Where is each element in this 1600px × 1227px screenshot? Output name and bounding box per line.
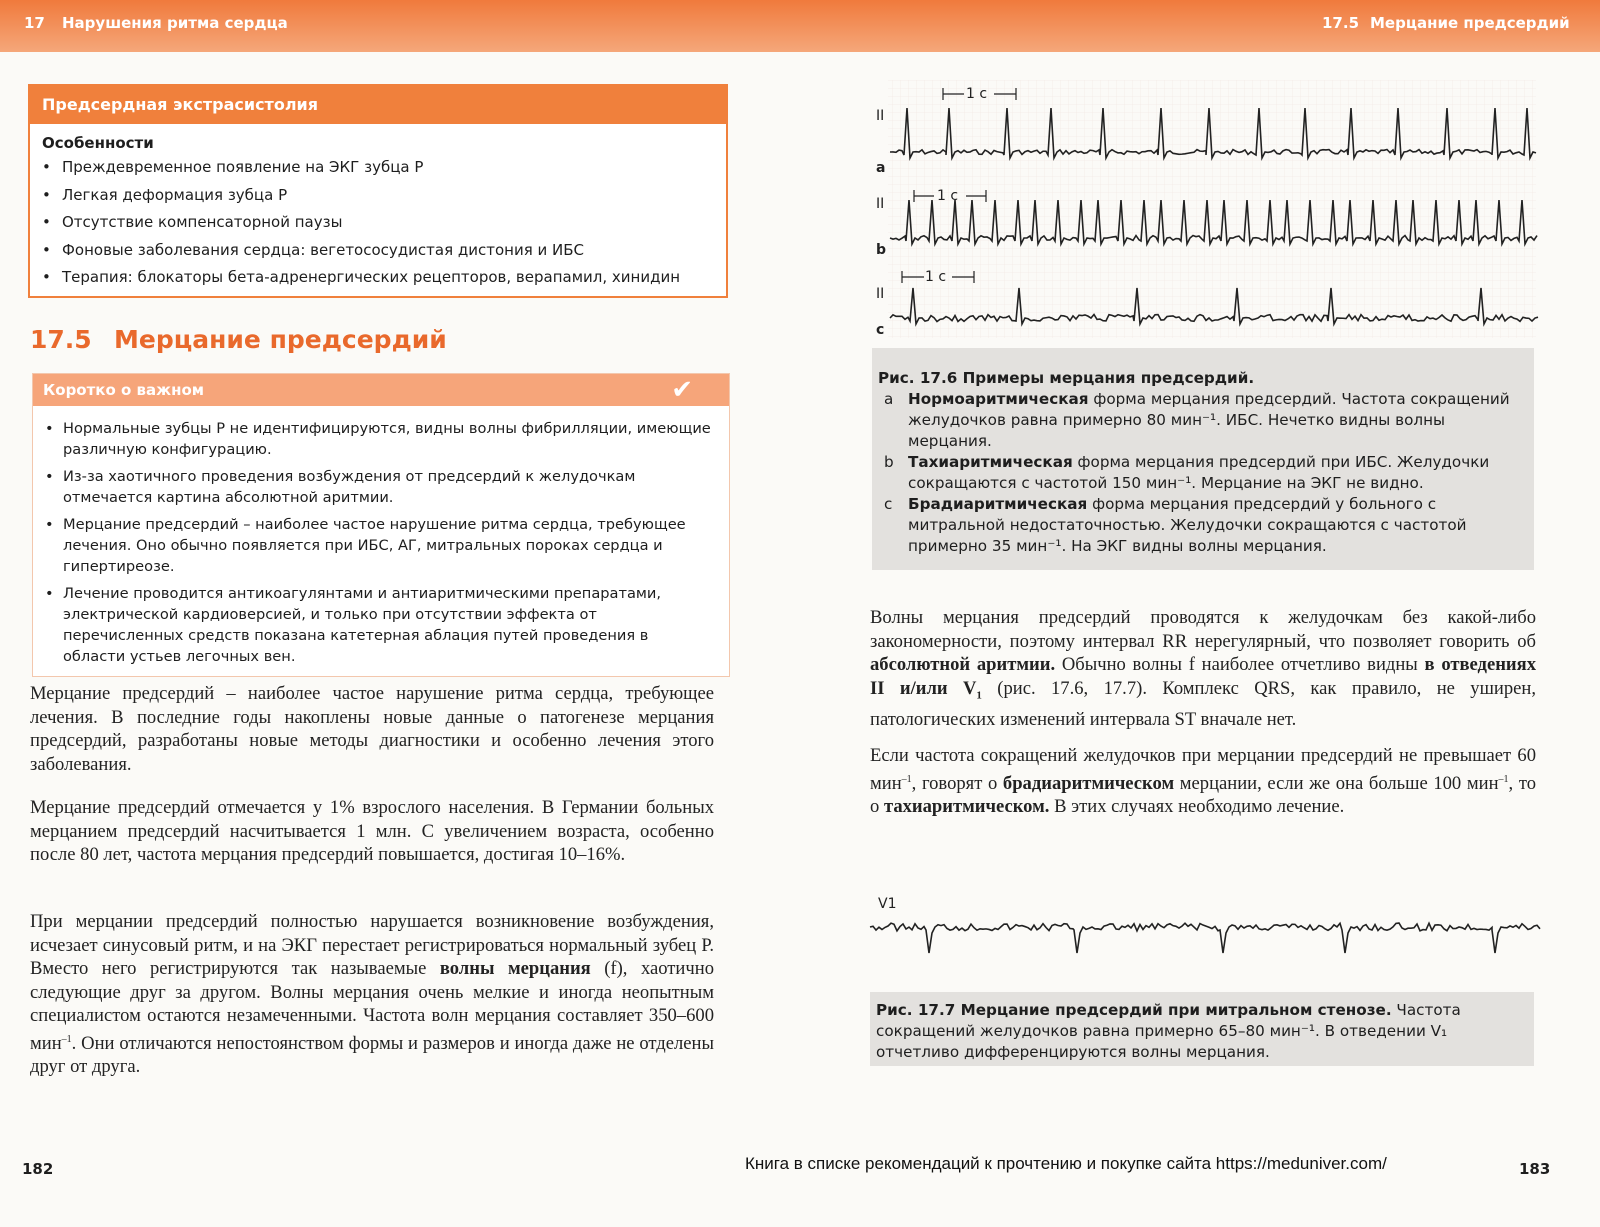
key-points-box [32,373,730,677]
section-title: Мерцание предсердий [114,325,447,354]
list-item: • Преждевременное появление на ЭКГ зубца Р [42,154,726,182]
key-points-list [43,418,715,667]
figure-caption-17-6 [872,348,1534,570]
box-title: Предсердная экстрасистолия [30,86,726,124]
section-number: 17.5 [30,325,92,354]
list-item: • Из-за хаотичного проведения возбуждения от предсердий к желудочкам отмечается картина абсолютной аритмии. [43,466,715,508]
list-item: • Мерцание предсердий – наиболее частое нарушение ритма сердца, требующее лечения. Оно обычно появляется при ИБС, АГ, митральных пороках сердца и гипертиреозе. [43,514,715,577]
caption-title: Рис. 17.7 Мерцание предсердий при митральном стенозе. [876,1001,1392,1019]
section-title-header: Мерцание предсердий [1370,14,1570,32]
box-subtitle: Особенности [42,134,154,152]
paragraph: Волны мерцания предсердий проводятся к желудочкам без какой-либо закономерности, поэтому интервал RR нерегулярный, что позволяет говорить об абсолютной аритмии. Обычно волны f наиболее отчетливо видны в отведениях II и/или $V_1$ (рис. 17.6, 17.7). Комплекс QRS, как правило, не уширен, патологических изменений интервала ST вначале нет. [870,607,1536,730]
ecg-grid [888,80,1536,338]
checkmark-icon: ✔ [671,375,693,405]
scale-label-a: 1 с [966,86,988,102]
ecg-figure-17-7 [868,905,1548,965]
caption-row: b Тахиаритмическая форма мерцания предсердий при ИБС. Желудочки сокращаются с частотой 150 мин⁻¹. Мерцание на ЭКГ не видно. [884,453,1490,492]
panel-label-c: c [876,322,885,338]
caption-row: c Брадиаритмическая форма мерцания предсердий у больного с митральной недостаточностью. Желудочки сокращаются с частотой примерно 35 мин⁻¹. На ЭКГ видны волны мерцания. [884,495,1467,555]
footer-note: Книга в списке рекомендаций к прочтению и покупке сайта https://meduniver.com/ [745,1154,1387,1173]
lead-label-b: II [876,196,885,212]
scale-label-b: 1 с [937,188,959,204]
ecg-trace-v1 [870,923,1540,953]
key-points-title: Коротко о важном [43,381,205,399]
paragraph: Мерцание предсердий – наиболее частое нарушение ритма сердца, требующее лечения. В последние годы накоплены новые данные о патогенезе мерцания предсердий, разработаны новые методы диагностики и особенно лечения этого заболевания. [30,683,714,775]
box-list [30,154,726,292]
page-number-left: 182 [22,1160,54,1178]
list-item: • Терапия: блокаторы бета-адренергических рецепторов, верапамил, хинидин [42,264,726,292]
extrasystole-box [28,84,728,298]
lead-label-v1: V1 [878,896,897,912]
list-item: • Лечение проводится антикоагулянтами и антиаритмическими препаратами, электрической кардиоверсией, и только при отсутствии эффекта от перечисленных средств показана катетерная аблация путей проведения в области устьев легочных вен. [43,583,715,667]
caption-title: Рис. 17.6 Примеры мерцания предсердий. [878,369,1255,387]
lead-label-a: II [876,108,885,124]
figure-caption-17-7: Рис. 17.7 Мерцание предсердий при митральном стенозе. Частота сокращений желудочков равна примерно 65–80 мин⁻¹. В отведении V₁ отчетливо дифференцируются волны мерцания. [870,992,1534,1066]
chapter-number: 17 [24,14,45,32]
scale-label-c: 1 с [925,269,947,285]
paragraph: Мерцание предсердий отмечается у 1% взрослого населения. В Германии больных мерцанием предсердий насчитывается 1 млн. С увеличением возраста, особенно после 80 лет, частота мерцания предсердий повышается, достигая 10–16%. [30,797,714,865]
ecg-figure-17-6 [868,80,1548,342]
chapter-title: Нарушения ритма сердца [62,14,288,32]
list-item: • Отсутствие компенсаторной паузы [42,209,726,237]
list-item: • Фоновые заболевания сердца: вегетососудистая дистония и ИБС [42,237,726,265]
panel-label-b: b [876,242,887,258]
paragraph: Если частота сокращений желудочков при мерцании предсердий не превышает 60 мин$^{-1}$, говорят о брадиаритмическом мерцании, если же она больше 100 мин$^{-1}$, то о тахиаритмическом. В этих случаях необходимо лечение. [870,745,1536,818]
list-item: • Легкая деформация зубца Р [42,182,726,210]
paragraph: При мерцании предсердий полностью нарушается возникновение возбуждения, исчезает синусовый ритм, и на ЭКГ перестает регистрироваться нормальный зубец Р. Вместо него регистрируются так называемые волны мерцания (f), хаотично следующие друг за другом. Волны мерцания очень мелкие и иногда неопытным специалистом остаются незамеченными. Частота волн мерцания составляет 350–600 мин$^{-1}$. Они отличаются непостоянством формы и размеров и иногда даже не отделены друг от друга. [30,911,714,1078]
page-number-right: 183 [1519,1160,1551,1178]
list-item: • Нормальные зубцы Р не идентифицируются, видны волны фибрилляции, имеющие различную конфигурацию. [43,418,715,460]
panel-label-a: a [876,160,886,176]
header-right [800,0,1600,52]
caption-row: a Нормоаритмическая форма мерцания предсердий. Частота сокращений желудочков равна примерно 80 мин⁻¹. ИБС. Нечетко видны волны мерцания. [884,390,1510,450]
lead-label-c: II [876,286,885,302]
section-number-header: 17.5 [1322,14,1360,32]
header-left [0,0,800,52]
